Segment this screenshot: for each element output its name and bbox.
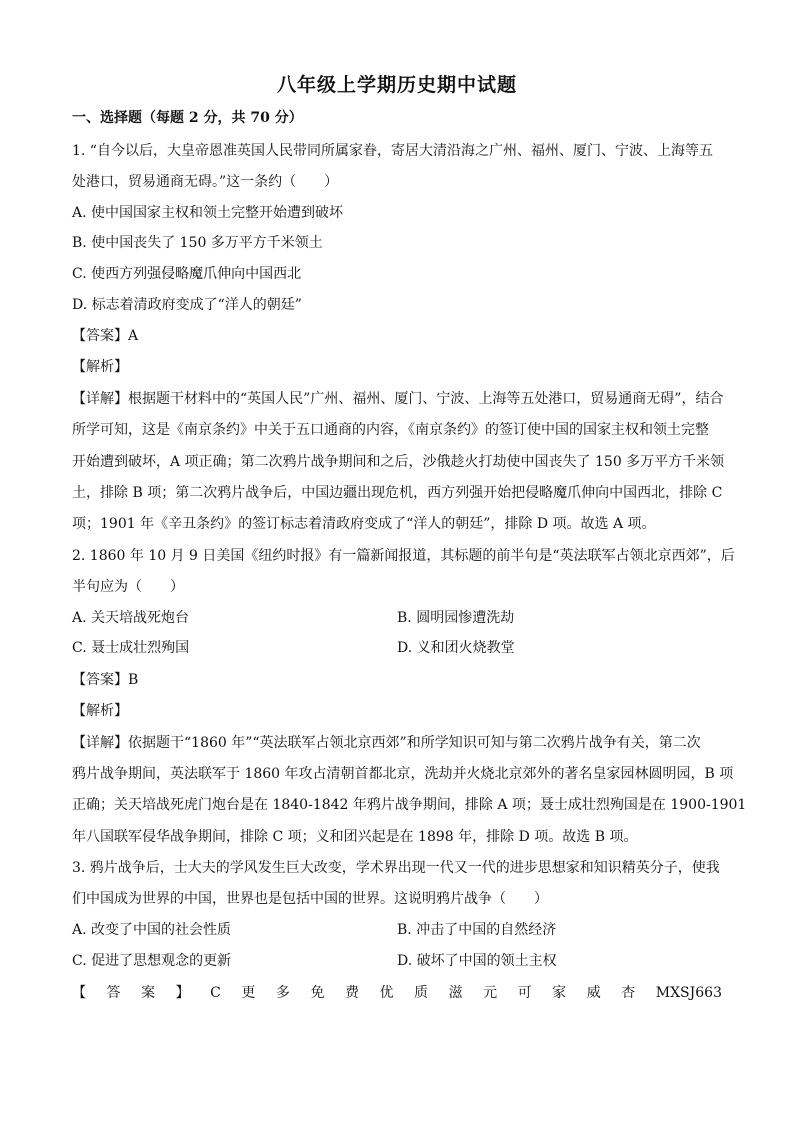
answer-token: 家 [552,985,567,1001]
q1-detail-line3: 开始遭到破坏，A 项正确；第二次鸦片战争期间和之后，沙俄趁火打劫使中国丧失了 150 多万平方千米领 [72,454,725,470]
q2-stem-line1: 2. 1860 年 10 月 9 日美国《纽约时报》有一篇新闻报道，其标题的前半句是“英法联军占领北京西郊”，后 [72,548,735,564]
q3-stem-line1: 3. 鸦片战争后，士大夫的学风发生巨大改变，学术界出现一代又一代的进步思想家和知识精英分子，使我 [72,860,720,876]
q3-option-d: D. 破坏了中国的领土主权 [397,953,557,969]
q3-stem-line2: 们中国成为世界的中国，世界也是包括中国的世界。这说明鸦片战争（ ） [72,891,548,907]
q2-analysis-label: 【解析】 [72,703,128,719]
q2-stem-line2: 半句应为（ ） [72,579,184,595]
answer-token: 【 [72,985,86,1001]
answer-token: 可 [517,985,532,1001]
answer-token: MXSJ663 [655,985,722,1001]
answer-token: 多 [275,985,290,1001]
q1-detail-line2: 所学可知，这是《南京条约》中关于五口通商的内容，《南京条约》的签订使中国的国家主权和领土完整 [72,422,709,438]
q1-stem-line1: 1. “自今以后，大皇帝恩准英国人民带同所属家眷，寄居大清沿海之广州、福州、厦门、宁波、上海等五 [72,143,713,159]
answer-token: 元 [483,985,498,1001]
answer-token: 杏 [621,985,636,1001]
q1-answer: 【答案】A [72,328,139,344]
q3-option-c: C. 促进了思想观念的更新 [72,953,232,969]
q1-stem-line2: 处港口，贸易通商无碍。”这一条约（ ） [72,174,339,190]
q2-detail-line3: 正确；关天培战死虎门炮台是在 1840-1842 年鸦片战争期间，排除 A 项；聂士成壮烈殉国是在 1900-1901 [72,797,747,813]
answer-token: 案 [141,985,156,1001]
answer-token: 更 [241,985,256,1001]
q1-option-d: D. 标志着清政府变成了“洋人的朝廷” [72,297,302,313]
answer-token: 威 [586,985,601,1001]
answer-token: C [210,985,221,1001]
answer-token: 】 [175,985,190,1001]
q2-detail-line4: 年八国联军侵华战争期间，排除 C 项；义和团兴起是在 1898 年，排除 D 项。故选 B 项。 [72,829,638,845]
q1-detail-line4: 土，排除 B 项；第二次鸦片战争后，中国边疆出现危机，西方列强开始把侵略魔爪伸向中国西北，排除 C [72,485,723,501]
q3-option-b: B. 冲击了中国的自然经济 [397,922,557,938]
q1-detail-line1: 【详解】根据题干材料中的“英国人民”广州、福州、厦门、宁波、上海等五处港口，贸易通商无碍”，结合 [72,391,724,407]
answer-token: 质 [414,985,429,1001]
q2-answer: 【答案】B [72,672,139,688]
q2-detail-line1: 【详解】依据题干“1860 年”“英法联军占领北京西郊”和所学知识可知与第二次鸦片战争有关，第二次 [72,735,701,751]
answer-token: 滋 [448,985,463,1001]
q1-option-b: B. 使中国丧失了 150 多万平方千米领土 [72,235,323,251]
answer-token: 优 [379,985,394,1001]
q1-detail-line5: 项；1901 年《辛丑条约》的签订标志着清政府变成了“洋人的朝廷”，排除 D 项。故选 A 项。 [72,516,656,532]
answer-token: 答 [106,985,121,1001]
q1-option-a: A. 使中国国家主权和领土完整开始遭到破坏 [72,205,344,221]
q2-option-c: C. 聂士成壮烈殉国 [72,640,190,656]
answer-token: 费 [344,985,359,1001]
q2-option-a: A. 关天培战死炮台 [72,610,190,626]
q2-detail-line2: 鸦片战争期间，英法联军于 1860 年攻占清朝首都北京，洗劫并火烧北京郊外的著名皇家园林圆明园，B 项 [72,766,734,782]
q2-option-d: D. 义和团火烧教堂 [397,640,515,656]
answer-token: 免 [310,985,325,1001]
page-title: 八年级上学期历史期中试题 [276,74,517,96]
q1-option-c: C. 使西方列强侵略魔爪伸向中国西北 [72,266,302,282]
q1-analysis-label: 【解析】 [72,359,128,375]
q3-answer-line [72,983,722,1003]
q3-option-a: A. 改变了中国的社会性质 [72,922,232,938]
section-heading: 一、选择题（每题 2 分，共 70 分） [72,110,303,126]
q2-option-b: B. 圆明园惨遭洗劫 [397,610,515,626]
